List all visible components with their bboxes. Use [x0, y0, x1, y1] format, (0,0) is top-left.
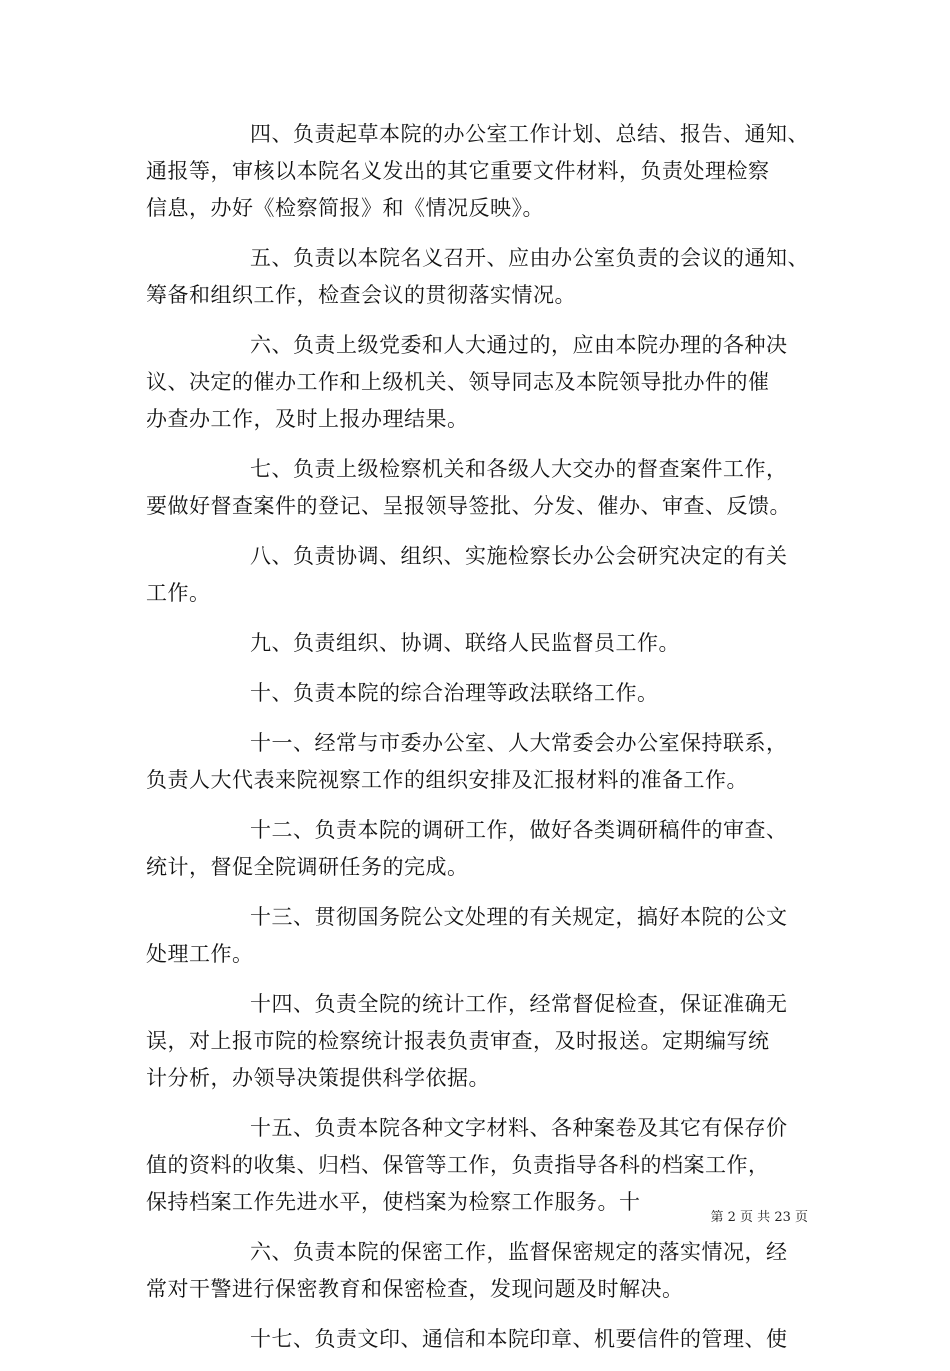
paragraph-line: 十四、负责全院的统计工作，经常督促检查，保证准确无	[250, 992, 788, 1016]
paragraph-16	[146, 1234, 810, 1308]
paragraph-line: 十二、负责本院的调研工作，做好各类调研稿件的审查、	[250, 818, 788, 842]
paragraph-line: 值的资料的收集、归档、保管等工作，负责指导各科的档案工作，	[146, 1153, 770, 1177]
paragraph-line: 六、负责本院的保密工作，监督保密规定的落实情况，经	[250, 1240, 788, 1264]
paragraph-17	[146, 1321, 810, 1358]
paragraph-line: 五、负责以本院名义召开、应由办公室负责的会议的通知、	[250, 246, 809, 270]
paragraph-line: 统计，督促全院调研任务的完成。	[146, 855, 469, 879]
paragraph-line: 九、负责组织、协调、联络人民监督员工作。	[250, 631, 680, 655]
paragraph-line: 十七、负责文印、通信和本院印章、机要信件的管理、使	[250, 1327, 788, 1351]
paragraph-line: 十、负责本院的综合治理等政法联络工作。	[250, 681, 659, 705]
paragraph-4	[146, 116, 810, 227]
paragraph-6	[146, 327, 810, 438]
paragraph-15	[146, 1110, 810, 1221]
paragraph-line: 议、决定的催办工作和上级机关、领导同志及本院领导批办件的催	[146, 370, 770, 394]
paragraph-line: 要做好督查案件的登记、呈报领导签批、分发、催办、审查、反馈。	[146, 494, 791, 518]
paragraph-10	[146, 675, 810, 712]
paragraph-line: 计分析，办领导决策提供科学依据。	[146, 1066, 490, 1090]
paragraph-5	[146, 240, 810, 314]
paragraph-line: 四、负责起草本院的办公室工作计划、总结、报告、通知、	[250, 122, 809, 146]
paragraph-12	[146, 812, 810, 886]
paragraph-line: 六、负责上级党委和人大通过的，应由本院办理的各种决	[250, 333, 788, 357]
paragraph-line: 七、负责上级检察机关和各级人大交办的督查案件工作，	[250, 457, 788, 481]
paragraph-line: 通报等，审核以本院名义发出的其它重要文件材料，负责处理检察	[146, 159, 770, 183]
paragraph-line: 保持档案工作先进水平，使档案为检察工作服务。十	[146, 1190, 641, 1214]
paragraph-8	[146, 538, 810, 612]
paragraph-line: 八、负责协调、组织、实施检察长办公会研究决定的有关	[250, 544, 788, 568]
paragraph-9	[146, 625, 810, 662]
document-body	[146, 116, 810, 1371]
paragraph-line: 处理工作。	[146, 942, 254, 966]
paragraph-line: 负责人大代表来院视察工作的组织安排及汇报材料的准备工作。	[146, 768, 748, 792]
paragraph-line: 办查办工作，及时上报办理结果。	[146, 407, 469, 431]
paragraph-line: 信息，办好《检察简报》和《情况反映》。	[146, 196, 544, 220]
paragraph-7	[146, 451, 810, 525]
paragraph-line: 十五、负责本院各种文字材料、各种案卷及其它有保存价	[250, 1116, 788, 1140]
paragraph-13	[146, 899, 810, 973]
paragraph-line: 常对干警进行保密教育和保密检查，发现问题及时解决。	[146, 1277, 684, 1301]
paragraph-line: 筹备和组织工作，检查会议的贯彻落实情况。	[146, 283, 576, 307]
paragraph-line: 误，对上报市院的检察统计报表负责审查，及时报送。定期编写统	[146, 1029, 770, 1053]
paragraph-line: 工作。	[146, 581, 211, 605]
page-number-footer: 第 2 页 共 23 页	[710, 1210, 808, 1225]
paragraph-11	[146, 725, 810, 799]
paragraph-line: 十三、贯彻国务院公文处理的有关规定，搞好本院的公文	[250, 905, 788, 929]
paragraph-line: 十一、经常与市委办公室、人大常委会办公室保持联系，	[250, 731, 788, 755]
paragraph-14	[146, 986, 810, 1097]
